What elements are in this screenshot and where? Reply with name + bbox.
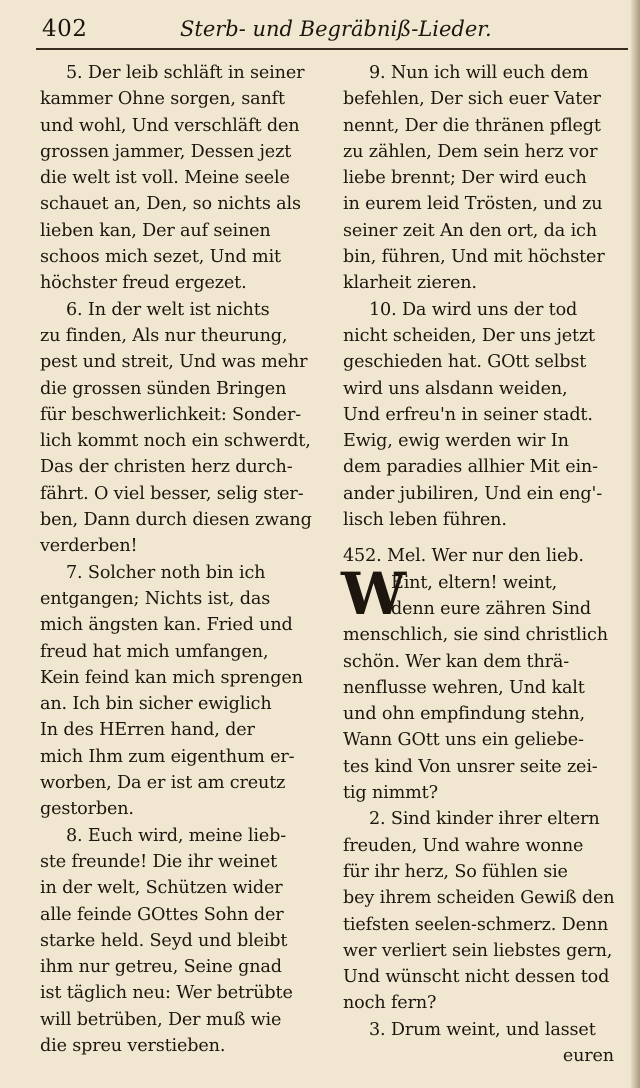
section-gap: [343, 533, 628, 543]
text-line: worben, Da er ist am creutz: [40, 773, 286, 794]
right-column: [343, 60, 628, 1069]
text-line: will betrüben, Der muß wie: [40, 1009, 282, 1030]
text-line: tiefsten seelen-schmerz. Denn: [343, 914, 609, 935]
text-line: 9. Nun ich will euch dem: [369, 63, 589, 83]
text-line: Und wünscht nicht dessen tod: [343, 967, 610, 988]
text-line: für ihr herz, So fühlen sie: [343, 861, 568, 882]
left-column: [40, 60, 326, 1059]
text-line: an. Ich bin sicher ewiglich: [40, 694, 272, 715]
right-column-verses: [343, 60, 628, 533]
text-line: lisch leben führen.: [343, 510, 507, 531]
text-line: tes kind Von unsrer seite zei-: [343, 756, 598, 777]
text-line: schauet an, Den, so nichts als: [40, 194, 301, 215]
page-header: [36, 14, 626, 48]
hymn-body: [343, 622, 628, 1043]
text-line: grossen jammer, Dessen jezt: [40, 141, 292, 162]
text-line: klarheit zieren.: [343, 273, 477, 294]
text-line: starke held. Seyd und bleibt: [40, 930, 288, 951]
text-line: 7. Solcher noth bin ich: [66, 562, 266, 583]
header-rule: [36, 48, 628, 50]
text-line: und ohn empfindung stehn,: [343, 704, 585, 725]
hymn-line: Eint, eltern! weint,: [391, 572, 558, 593]
text-line: in der welt, Schützen wider: [40, 878, 283, 899]
text-line: zu zählen, Dem sein herz vor: [343, 141, 598, 162]
text-line: schoos mich sezet, Und mit: [40, 247, 281, 268]
text-line: lieben kan, Der auf seinen: [40, 220, 271, 241]
text-line: freuden, Und wahre wonne: [343, 835, 584, 856]
text-line: entgangen; Nichts ist, das: [40, 588, 271, 609]
drop-cap: W: [341, 559, 406, 628]
text-line: 3. Drum weint, und lasset: [369, 1019, 596, 1040]
text-line: noch fern?: [343, 993, 437, 1014]
text-line: 8. Euch wird, meine lieb-: [66, 825, 287, 846]
text-line: wird uns alsdann weiden,: [343, 378, 568, 399]
text-line: Das der christen herz durch-: [40, 457, 293, 478]
text-line: ste freunde! Die ihr weinet: [40, 851, 277, 872]
catchword: euren: [562, 1045, 614, 1066]
text-line: nicht scheiden, Der uns jetzt: [343, 325, 595, 346]
text-line: menschlich, sie sind christlich: [343, 625, 608, 646]
text-line: nenflusse wehren, Und kalt: [343, 677, 585, 698]
text-line: 2. Sind kinder ihrer eltern: [369, 809, 600, 830]
text-line: mich Ihm zum eigenthum er-: [40, 746, 295, 767]
text-line: pest und streit, Und was mehr: [40, 352, 308, 373]
text-line: Wann GOtt uns ein geliebe-: [343, 730, 584, 751]
text-line: kammer Ohne sorgen, sanft: [40, 89, 285, 110]
text-line: freud hat mich umfangen,: [40, 641, 269, 662]
text-line: seiner zeit An den ort, da ich: [343, 220, 597, 241]
text-line: liebe brennt; Der wird euch: [343, 168, 587, 189]
running-title: Sterb- und Begräbniß-Lieder.: [180, 17, 492, 41]
hymn-opening: [341, 559, 628, 628]
text-line: ist täglich neu: Wer betrübte: [40, 983, 293, 1004]
text-line: gestorben.: [40, 799, 134, 820]
text-line: bey ihrem scheiden Gewiß den: [343, 888, 615, 909]
text-line: Ewig, ewig werden wir In: [343, 431, 569, 452]
text-line: dem paradies allhier Mit ein-: [343, 457, 598, 478]
text-line: 10. Da wird uns der tod: [369, 299, 578, 320]
text-line: befehlen, Der sich euer Vater: [343, 89, 601, 110]
text-line: die welt ist voll. Meine seele: [40, 168, 290, 189]
text-line: 5. Der leib schläft in seiner: [66, 63, 305, 83]
text-line: ben, Dann durch diesen zwang: [40, 510, 312, 531]
text-line: tig nimmt?: [343, 783, 438, 804]
text-line: In des HErren hand, der: [40, 720, 255, 741]
text-line: verderben!: [40, 536, 138, 557]
text-line: Kein feind kan mich sprengen: [40, 667, 303, 688]
text-line: 6. In der welt ist nichts: [66, 299, 270, 320]
text-line: geschieden hat. GOtt selbst: [343, 352, 587, 373]
hymn-line: denn eure zähren Sind: [391, 598, 592, 619]
text-line: bin, führen, Und mit höchster: [343, 247, 605, 268]
text-line: mich ängsten kan. Fried und: [40, 615, 293, 636]
text-line: ander jubiliren, Und ein eng'-: [343, 483, 603, 504]
text-line: zu finden, Als nur theurung,: [40, 325, 288, 346]
page-edge-shadow: [630, 0, 640, 1088]
text-line: Und erfreu'n in seiner stadt.: [343, 404, 593, 425]
text-line: für beschwerlichkeit: Sonder-: [40, 404, 301, 425]
text-line: alle feinde GOttes Sohn der: [40, 904, 284, 925]
text-line: höchster freud ergezet.: [40, 273, 247, 294]
text-line: fährt. O viel besser, selig ster-: [40, 483, 304, 504]
hymn-heading: 452. Mel. Wer nur den lieb.: [343, 546, 584, 567]
text-line: wer verliert sein liebstes gern,: [343, 940, 613, 961]
text-line: schön. Wer kan dem thrä-: [343, 651, 570, 672]
text-line: die spreu verstieben.: [40, 1035, 226, 1056]
text-line: in eurem leid Trösten, und zu: [343, 194, 603, 215]
text-line: lich kommt noch ein schwerdt,: [40, 431, 311, 452]
text-line: nennt, Der die thränen pflegt: [343, 115, 601, 136]
page-number: 402: [42, 16, 88, 42]
text-line: und wohl, Und verschläft den: [40, 115, 300, 136]
text-line: ihm nur getreu, Seine gnad: [40, 957, 282, 978]
text-line: die grossen sünden Bringen: [40, 378, 287, 399]
